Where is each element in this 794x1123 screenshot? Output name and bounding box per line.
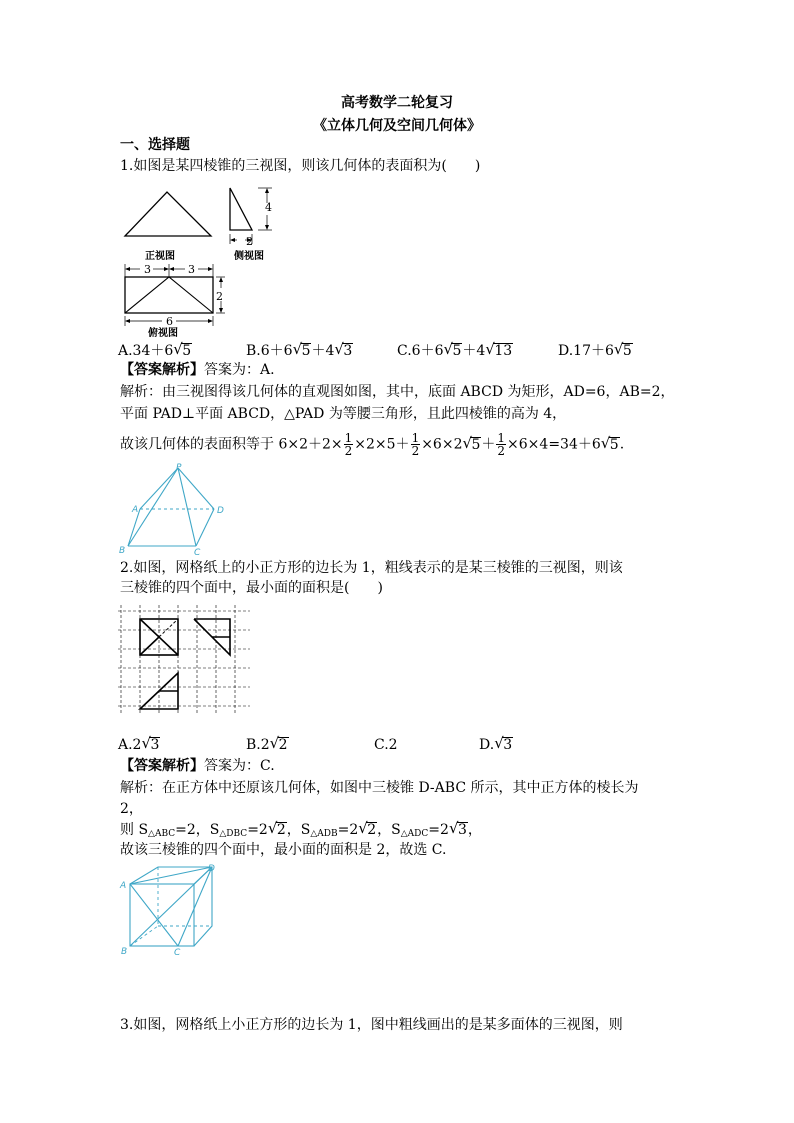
point-b: B xyxy=(119,546,126,556)
q2-cube-figure xyxy=(118,862,223,957)
q1-option-c: C.6＋6 √ 5＋4 √ 13 xyxy=(397,340,513,359)
q2-grid-three-views xyxy=(118,605,250,715)
front-view-triangle xyxy=(125,192,211,236)
front-view-label: 正视图 xyxy=(145,251,175,262)
q2-answer: 【答案解析】答案为：C. xyxy=(120,758,275,774)
dim-label: 3 xyxy=(144,263,151,276)
q2-explanation-conclusion: 故该三棱锥的四个面中，最小面的面积是 2，故选 C. xyxy=(120,842,447,858)
section-heading: 一、选择题 xyxy=(120,137,190,153)
point-d: D xyxy=(217,506,224,516)
top-view-label: 俯视图 xyxy=(148,328,178,339)
top-view-rect xyxy=(125,277,213,313)
q3-stem: 3.如图，网格纸上小正方形的边长为 1，图中粗线画出的是某多面体的三视图，则 xyxy=(120,1017,623,1033)
page-title: 高考数学二轮复习 xyxy=(341,95,453,111)
point-d: D xyxy=(208,864,215,874)
q1-answer: 【答案解析】答案为：A. xyxy=(120,362,275,378)
q2-option-d: D. √ 3 xyxy=(479,734,513,753)
dim-label: 3 xyxy=(188,263,195,276)
q2-stem-line2: 三棱锥的四个面中，最小面的面积是( ) xyxy=(120,580,383,596)
point-c: C xyxy=(194,548,201,557)
q1-stem: 1.如图是某四棱锥的三视图，则该几何体的表面积为( ) xyxy=(120,158,481,174)
q1-option-a: A.34＋6 √ 5 xyxy=(118,340,192,359)
q1-option-d: D.17＋6 √ 5 xyxy=(558,340,632,359)
point-c: C xyxy=(174,948,181,957)
q2-explanation-areas: 则 $S_{\triangle ABC}=2$，$S_{\triangle DBC}=2$ √ 2，$S_{\triangle ADB}=2$ √ 2，$S_{\triangle ADC}=2$ √ 3， xyxy=(120,819,482,839)
q2-stem-line1: 2.如图，网格纸上的小正方形的边长为 1，粗线表示的是某三棱锥的三视图，则该 xyxy=(120,560,623,576)
dim-label: 2 xyxy=(216,290,223,303)
side-view-label: 侧视图 xyxy=(234,251,264,262)
dim-label: 6 xyxy=(166,315,173,328)
q2-option-a: A.2 √ 3 xyxy=(118,734,160,753)
q1-explanation-line2: 平面 PAD⊥平面 ABCD，△PAD 为等腰三角形，且此四棱锥的高为 4， xyxy=(120,406,567,422)
side-view-triangle xyxy=(230,188,252,230)
q2-explanation-line2: 2， xyxy=(120,801,143,817)
q2-option-b: B.2 √ 2 xyxy=(246,734,288,753)
point-a: A xyxy=(120,881,127,891)
q1-pyramid-figure xyxy=(118,462,238,557)
dim-label: 4 xyxy=(265,201,272,214)
point-p: P xyxy=(176,463,182,473)
q2-option-c: C.2 xyxy=(374,737,398,753)
page-subtitle: 《立体几何及空间几何体》 xyxy=(313,118,481,134)
q1-explanation-formula: 故该几何体的表面积等于 6×2＋2× $\frac{1}{2}$ ×2×5＋ $\frac{1}{2}$ ×6×2 √ 5＋ $\frac{1}{2}$ ×6×4=34＋6 √ 5. xyxy=(120,431,625,458)
point-a: A xyxy=(132,505,139,515)
q2-explanation-line1: 解析：在正方体中还原该几何体，如图中三棱锥 D-ABC 所示，其中正方体的棱长为 xyxy=(120,780,639,796)
q1-explanation-line1: 解析：由三视图得该几何体的直观图如图，其中，底面 ABCD 为矩形，AD=6，AB=2， xyxy=(120,384,675,400)
q1-option-b: B.6＋6 √ 5＋4 √ 3 xyxy=(246,340,353,359)
point-b: B xyxy=(121,947,128,957)
dim-label: 2 xyxy=(246,235,253,248)
